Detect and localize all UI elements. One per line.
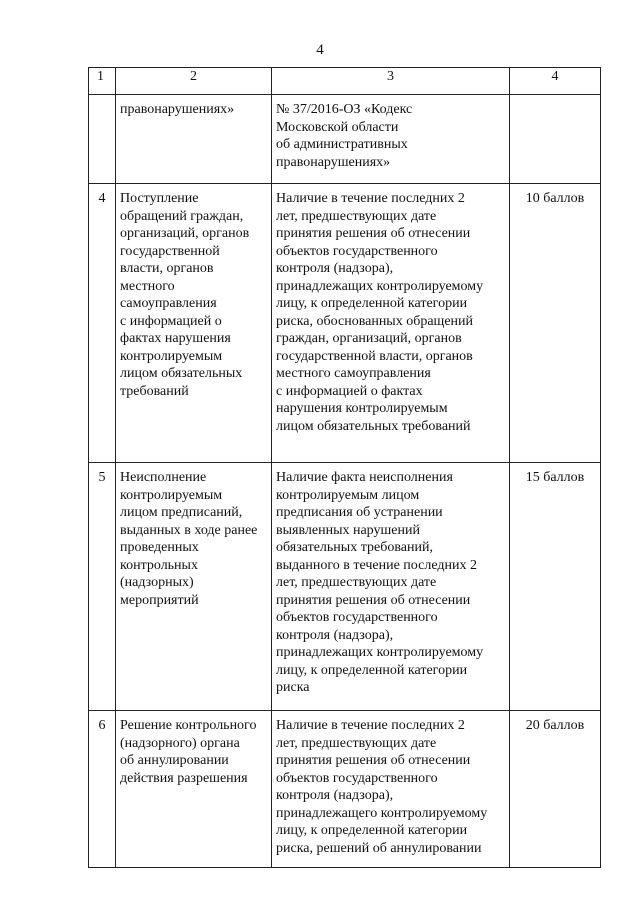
page-number: 4 bbox=[316, 42, 324, 58]
criterion-cell: правонарушениях» bbox=[116, 95, 272, 184]
criterion-cell: Неисполнение контролируемым лицом предписаний, выданных в ходе ранее проведенных контрольных (надзорных) мероприятий bbox=[116, 463, 272, 711]
criterion-cell: Решение контрольного (надзорного) органа об аннулировании действия разрешения bbox=[116, 711, 272, 868]
description-cell: № 37/2016-ОЗ «Кодекс Московской области об административных правонарушениях» bbox=[272, 95, 510, 184]
criterion-cell: Поступление обращений граждан, организаций, органов государственной власти, органов местного самоуправления с информацией о фактах нарушения контролируемым лицом обязательных требований bbox=[116, 184, 272, 463]
points-cell: 20 баллов bbox=[510, 711, 601, 868]
header-col-4: 4 bbox=[510, 68, 601, 95]
table-row bbox=[89, 711, 601, 868]
points-cell: 15 баллов bbox=[510, 463, 601, 711]
row-number bbox=[89, 95, 116, 184]
header-col-3: 3 bbox=[272, 68, 510, 95]
points-cell: 10 баллов bbox=[510, 184, 601, 463]
description-cell: Наличие в течение последних 2 лет, предшествующих дате принятия решения об отнесении объектов государственного контроля (надзора), принадлежащих контролируемому лицу, к определенной категории риска, обоснованных обращений граждан, организаций, органов государственной власти, органов местного самоуправления с информацией о фактах нарушения контролируемым лицом обязательных требований bbox=[272, 184, 510, 463]
row-number: 6 bbox=[89, 711, 116, 868]
table-header-row bbox=[89, 68, 601, 95]
table-row bbox=[89, 463, 601, 711]
row-number: 5 bbox=[89, 463, 116, 711]
description-cell: Наличие факта неисполнения контролируемым лицом предписания об устранении выявленных нарушений обязательных требований, выданного в течение последних 2 лет, предшествующих дате принятия решения об отнесении объектов государственного контроля (надзора), принадлежащих контролируемому лицу, к определенной категории риска bbox=[272, 463, 510, 711]
table-row bbox=[89, 95, 601, 184]
header-col-1: 1 bbox=[89, 68, 116, 95]
header-col-2: 2 bbox=[116, 68, 272, 95]
row-number: 4 bbox=[89, 184, 116, 463]
risk-criteria-table bbox=[88, 67, 601, 868]
description-cell: Наличие в течение последних 2 лет, предшествующих дате принятия решения об отнесении объектов государственного контроля (надзора), принадлежащего контролируемому лицу, к определенной категории риска, решений об аннулировании bbox=[272, 711, 510, 868]
table-row bbox=[89, 184, 601, 463]
points-cell bbox=[510, 95, 601, 184]
